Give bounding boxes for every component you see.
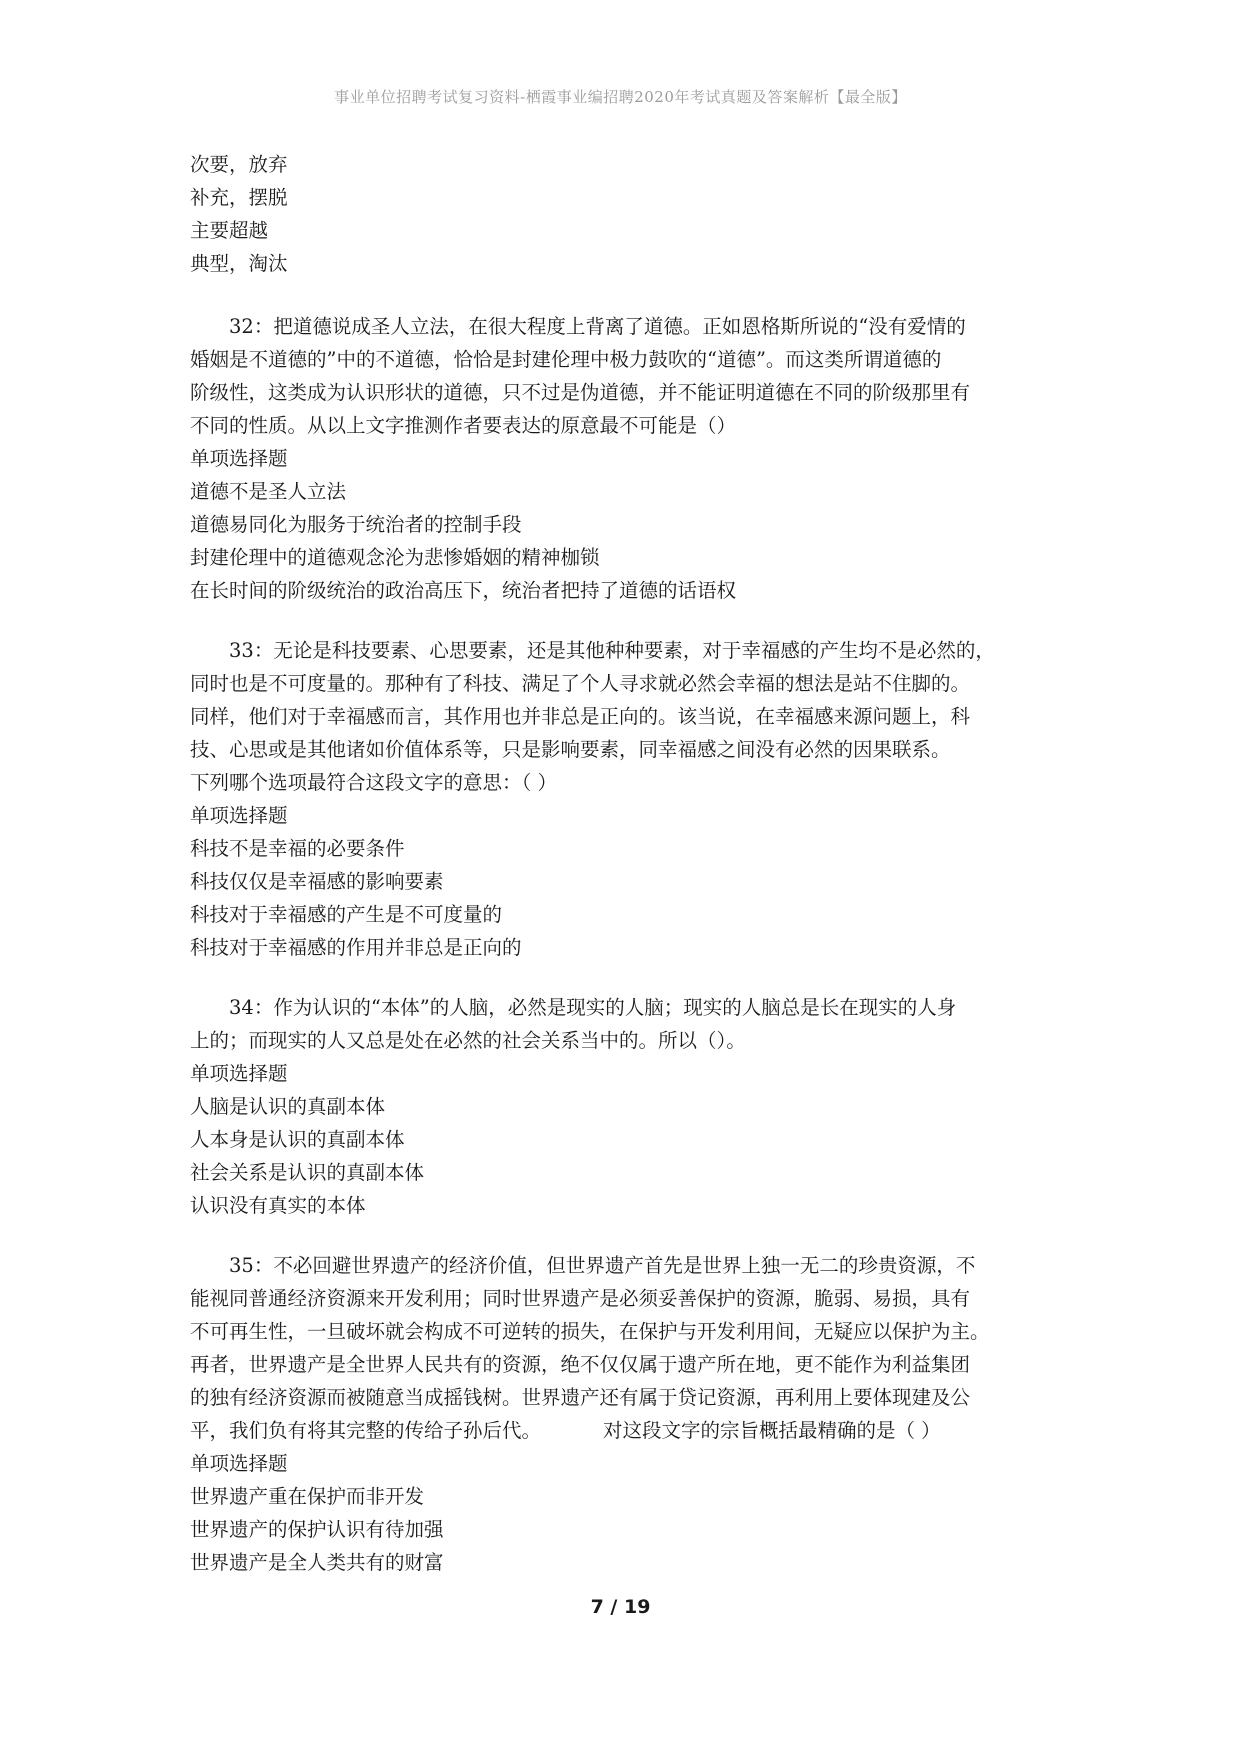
option: 认识没有真实的本体	[190, 1194, 366, 1217]
question-line: 能视同普通经济资源来开发利用；同时世界遗产是必须妥善保护的资源，脆弱、易损，具有	[190, 1287, 971, 1310]
question-34	[190, 991, 1060, 1222]
option: 次要，放弃	[190, 153, 288, 176]
question-line: 不同的性质。从以上文字推测作者要表达的原意最不可能是（）	[190, 414, 737, 437]
previous-question-options	[190, 148, 1060, 280]
question-line: 再者，世界遗产是全世界人民共有的资源，绝不仅仅属于遗产所在地，更不能作为利益集团	[190, 1353, 971, 1376]
option: 道德不是圣人立法	[190, 480, 347, 503]
question-line: 同样，他们对于幸福感而言，其作用也并非总是正向的。该当说，在幸福感来源问题上，科	[190, 705, 971, 728]
question-line: 32：把道德说成圣人立法，在很大程度上背离了道德。正如恩格斯所说的“没有爱情的	[229, 315, 966, 338]
option: 典型，淘汰	[190, 252, 288, 275]
option: 社会关系是认识的真副本体	[190, 1161, 425, 1184]
option: 人脑是认识的真副本体	[190, 1095, 386, 1118]
question-type: 单项选择题	[190, 1062, 288, 1085]
option: 封建伦理中的道德观念沦为悲惨婚姻的精神枷锁	[190, 546, 600, 569]
question-line: 不可再生性，一旦破坏就会构成不可逆转的损失，在保护与开发利用间，无疑应以保护为主。	[190, 1320, 990, 1343]
option: 补充，摆脱	[190, 186, 288, 209]
question-type: 单项选择题	[190, 1452, 288, 1475]
question-type: 单项选择题	[190, 804, 288, 827]
page-number: 7 / 19	[590, 1596, 651, 1618]
question-text	[190, 634, 1060, 799]
question-33	[190, 634, 1060, 964]
question-line: 阶级性，这类成为认识形状的道德，只不过是伪道德，并不能证明道德在不同的阶级那里有	[190, 381, 971, 404]
question-line: 下列哪个选项最符合这段文字的意思：（ ）	[190, 771, 557, 794]
option: 世界遗产是全人类共有的财富	[190, 1551, 444, 1574]
question-line: 婚姻是不道德的”中的不道德，恰恰是封建伦理中极力鼓吹的“道德”。而这类所谓道德的	[190, 348, 942, 371]
question-35	[190, 1249, 1060, 1579]
option: 在长时间的阶级统治的政治高压下，统治者把持了道德的话语权	[190, 579, 737, 602]
question-text	[190, 310, 1060, 442]
option: 科技对于幸福感的产生是不可度量的	[190, 903, 503, 926]
option: 主要超越	[190, 219, 269, 242]
option: 科技对于幸福感的作用并非总是正向的	[190, 936, 522, 959]
option: 科技仅仅是幸福感的影响要素	[190, 870, 444, 893]
option: 世界遗产重在保护而非开发	[190, 1485, 425, 1508]
question-line: 同时也是不可度量的。那种有了科技、满足了个人寻求就必然会幸福的想法是站不住脚的。	[190, 672, 971, 695]
question-type: 单项选择题	[190, 447, 288, 470]
option: 人本身是认识的真副本体	[190, 1128, 405, 1151]
question-32	[190, 310, 1060, 607]
question-text	[190, 1249, 1060, 1447]
question-line: 技、心思或是其他诸如价值体系等，只是影响要素，同幸福感之间没有必然的因果联系。	[190, 738, 951, 761]
question-text	[190, 991, 1060, 1057]
option: 世界遗产的保护认识有待加强	[190, 1518, 444, 1541]
question-line: 平，我们负有将其完整的传给子孙后代。 对这段文字的宗旨概括最精确的是（ ）	[190, 1419, 941, 1442]
page-header: 事业单位招聘考试复习资料-栖霞事业编招聘2020年考试真题及答案解析【最全版】	[334, 88, 907, 106]
question-line: 33：无论是科技要素、心思要素，还是其他种种要素，对于幸福感的产生均不是必然的，	[229, 639, 995, 662]
option: 道德易同化为服务于统治者的控制手段	[190, 513, 522, 536]
option: 科技不是幸福的必要条件	[190, 837, 405, 860]
question-line: 34：作为认识的“本体”的人脑，必然是现实的人脑；现实的人脑总是长在现实的人身	[229, 996, 957, 1019]
question-line: 35：不必回避世界遗产的经济价值，但世界遗产首先是世界上独一无二的珍贵资源，不	[229, 1254, 976, 1277]
question-line: 的独有经济资源而被随意当成摇钱树。世界遗产还有属于贷记资源，再利用上要体现建及公	[190, 1386, 971, 1409]
page-content	[190, 148, 1060, 1579]
question-line: 上的；而现实的人又总是处在必然的社会关系当中的。所以（）。	[190, 1029, 746, 1052]
